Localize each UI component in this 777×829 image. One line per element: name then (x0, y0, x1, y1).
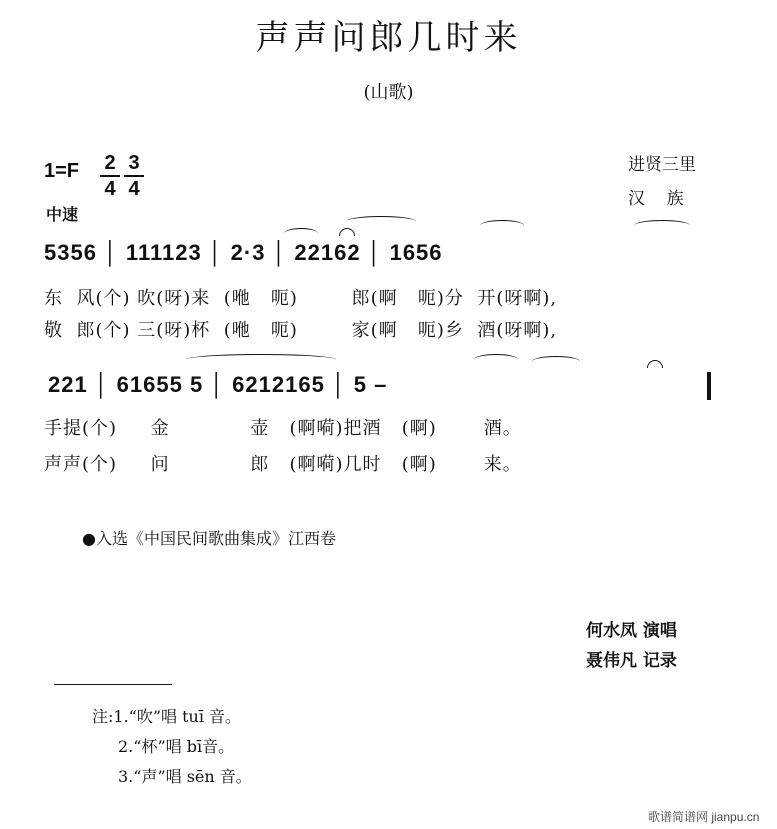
fermata (647, 360, 663, 368)
footnote-2: 2.“杯”唱 bī音。 (118, 737, 235, 756)
lyrics-line-1a: 东 风(个) 吹(呀)来 (咃 呃) 郎(啊 呃)分 开(呀啊), (44, 288, 558, 309)
notation-line-2 (44, 350, 724, 400)
slur (186, 354, 336, 365)
slur (474, 354, 518, 365)
lyrics-line-2a: 手提(个) 金 壶 (啊嗬)把酒 (啊) 酒。 (44, 418, 522, 439)
time-signature-2 (124, 152, 144, 200)
lyrics-line-2b: 声声(个) 问 郎 (啊嗬)几时 (啊) 来。 (44, 454, 522, 475)
region-label: 进贤三里 (628, 155, 696, 175)
notes-line-2: 221 │ 61655 5 │ 6212165 │ 5 – (48, 372, 388, 397)
notes-line-1: 5356 │ 111123 │ 2·3 │ 22162 │ 1656 (44, 240, 443, 265)
time-sig-1-bottom: 4 (104, 178, 116, 200)
notation-line-1 (44, 226, 724, 276)
time-sig-2-top: 3 (128, 152, 140, 174)
footnote-1: 注:1.“吹”唱 tuī 音。 (92, 707, 242, 726)
final-barline (707, 372, 711, 400)
tempo-marking: 中速 (46, 205, 79, 224)
time-sig-2-bottom: 4 (128, 178, 140, 200)
key-signature: 1=F (44, 160, 80, 182)
slur (346, 216, 416, 227)
fermata (339, 228, 355, 236)
slur (284, 228, 318, 239)
song-title: 声声问郎几时来 (255, 18, 522, 58)
slur (532, 356, 580, 367)
recorder-credit: 聂伟凡 记录 (586, 651, 677, 671)
lyrics-line-1b: 敬 郎(个) 三(呀)杯 (咃 呃) 家(啊 呃)乡 酒(呀啊), (44, 320, 558, 341)
genre-label: (山歌) (363, 82, 414, 103)
watermark: 歌谱简谱网 jianpu.cn (648, 810, 760, 824)
time-signature-1 (100, 152, 120, 200)
time-sig-1-top: 2 (104, 152, 116, 174)
slur (634, 220, 690, 231)
slur (480, 220, 524, 231)
singer-credit: 何水凤 演唱 (586, 621, 677, 641)
source-note: ●入选《中国民间歌曲集成》江西卷 (82, 529, 336, 548)
footnote-3: 3.“声”唱 sēn 音。 (118, 767, 252, 786)
ethnicity-label: 汉 族 (628, 189, 684, 209)
footnote-divider (54, 684, 172, 685)
